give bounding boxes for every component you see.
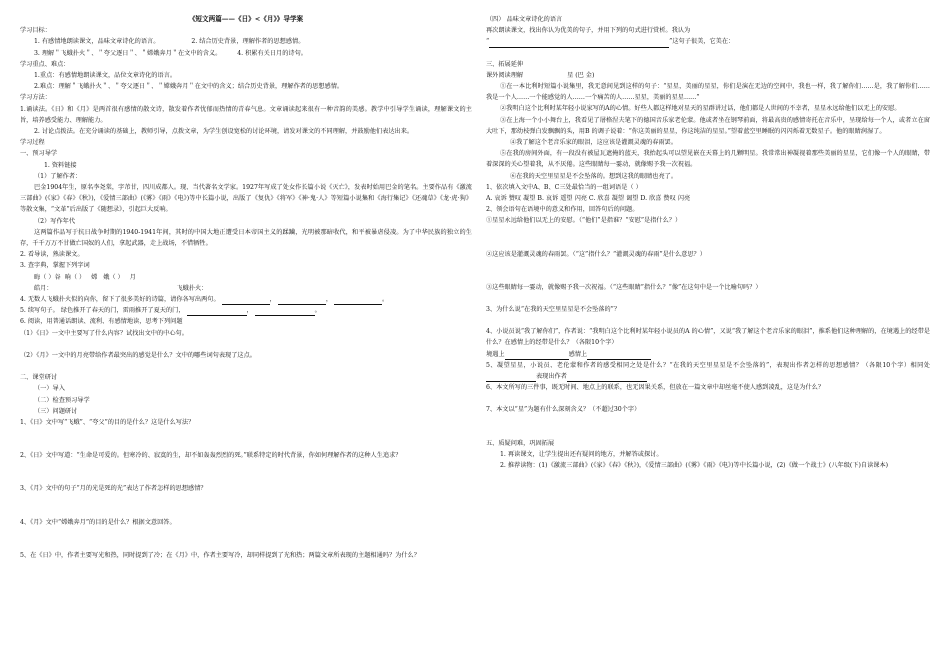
q4-line: 4. 无数人飞蛾扑火似的向你，留下了很多美好的诗篇，请你各写出两句。 ， ， 。 (20, 294, 472, 305)
goal-4: 4. 积累有关日月的诗句。 (237, 49, 307, 57)
author-heading: （1）了解作者： (34, 172, 82, 180)
language-text: 再次朗读课文，找出你认为优美的句子，并用下列的句式进行赏析。我认为 (486, 27, 691, 35)
star-para-1: ①在一本比利时短篇小说集里，我无意间见到这样的句子：“星星，美丽的星星，你们是演在无边的空间中，我也一样，我了解你们……是，我了解你们……我是一个人……一个能感觉的人……一个痛苦的人……星星，美丽的星星……” (486, 83, 930, 102)
goal-2: 2. 结合历史背景，理解作者的思想感情。 (191, 38, 305, 46)
preview-heading: 一、预习导学 (20, 150, 58, 158)
link-heading: 1. 资料链接 (44, 161, 77, 169)
language-blank[interactable] (489, 40, 669, 48)
q4-blank-1[interactable] (222, 297, 270, 305)
study-item-3: （三）问题研讨 (34, 407, 78, 415)
pinyin-yue: 月 (129, 273, 136, 281)
read-heading: 2. 看导读，熟读课文。 (20, 251, 84, 259)
left-column (20, 0, 472, 561)
q5-line: 5. 续写句子。 绿色推开了春天的门，雷雨推开了夏天的门， ， 。 (20, 305, 472, 316)
pinyin-heading: 3. 查字典，掌握下列字词 (20, 262, 90, 270)
goals-row-1 (20, 36, 472, 47)
study-question-3: 3、《月》文中的句子“月的光是死的光”表达了作者怎样的思想感情？ (20, 485, 207, 493)
goal-3: 3. 理解＂飞蛾扑火＂、＂夸父逐日＂、＂嫦娥奔月＂在文中的含义。 (34, 49, 222, 57)
reading-question-2b: ②这应该是灌溉灵魂的春雨罢。（“这”指什么？“灌溉灵魂的春雨”是什么意思？） (486, 250, 706, 258)
study-question-4: 4、《月》文中“嫦娥奔月”的目的是什么？根据文意回答。 (20, 518, 176, 526)
method-item-1: 1.诵读法。《日》和《月》是两首很有感情的散文诗，散发着作者忧郁而热情的青春气息。文章诵读起来很有一种音韵的美感。教学中引导学生诵读，理解课文的主旨，培养感受能力、理解能力。 (20, 105, 472, 124)
star-para-5: ⑤在我的房间外面，有一段没有被屋瓦遮掩的蓝天，我抬起头可以望见嵌在天幕上的几颗明星。我常常出神凝视着那些美丽的星星，它们像一个人的眼睛，带着深深的关心望着我，从不厌倦。这些眼睛每一霎动，就像赐予我一次祝福。 (486, 150, 930, 169)
q4-text: 4. 无数人飞蛾扑火似的向你，留下了很多美好的诗篇，请你各写出两句。 (20, 296, 220, 304)
language-fill-line: “ ”这句子很美，它美在： (486, 36, 930, 47)
study-question-2: 2、《日》文中写道：“生命是可爱的。但寒冷的、寂寞的生，却不如轰轰烈烈的死。”联系特定的时代背景，你如何理解作者的这种人生追求？ (20, 452, 402, 460)
language-heading: （四） 品味文章诗化的语言 (486, 16, 563, 23)
feeling-blank[interactable] (587, 352, 651, 360)
reading-question-2: 2、领会语句在语境中的意义和作用，回答句后的问题。 (486, 206, 639, 214)
reading-question-1: 1、依次填入文中A、B、C三处最恰当的一组词语是（ ） (486, 183, 642, 191)
extension-subtitle: 课外阅读理解 (486, 71, 524, 79)
study-question-1: 1、《日》文中写“飞蛾”、“夸父”的目的是什么？这是什么写法？ (20, 418, 195, 426)
background-text: 这两篇作品写于抗日战争时期的1940-1941年间，其时的中国大地正遭受日本帝国主义的蹂躏，光明被那暗收代，和平被暴虐侵凌。为了中华民族的独立的生存，千千万万不甘做亡国奴的人们，拿起武器，走上战场，不惜牺牲。 (20, 228, 472, 248)
author-text: 巴金1904年生，原名李尧棠，字芾甘，四川成都人。现、当代著名文学家。1927年写成了处女作长篇小说《灭亡》，发表时始用巴金的笔名。主要作品有《激流三部曲》(《家》《春》《秋》)，《爱情三部曲》(《雾》《雨》《电》)等中长篇小说，出版了《复仇》《将军》《神·鬼·人》等短篇小说集和《海行集记》《还魂草》《龙·虎·狗》等散文集，“文革”后出版了《随想录》，引起巨大反响。 (20, 184, 472, 214)
situation-blank[interactable] (505, 352, 569, 360)
term-haoyue: 皓月： (34, 284, 53, 292)
q5-blank-2[interactable] (255, 308, 315, 316)
pinyin-row (20, 272, 472, 283)
document-title: 《短文两篇——《日》<《月》》导学案 (188, 15, 304, 23)
fill-label-situation: 境遇上 (486, 350, 505, 358)
reading-question-1-options: A. 哀诉 赞叹 凝望 B. 哀诉 遥望 闪亮 C. 欣喜 凝望 谒望 D. 欣喜 赞叹 闪亮 (486, 195, 691, 203)
star-para-2: ②我明白这个比利时某年轻小说家写的A的心情。好些人都这样地对星天的星群讲过话，他们都是人世间的不幸者，星星永远给他们以无上的安慰。 (500, 105, 901, 113)
reading-question-4: 4、小说员说“我了解你们”，作者说：“我明白这个比利时某年轻小说员的A 的心情”，又说“我了解这个老音乐家的眼泪”，推系他们这种理解的，在境遇上的经带是什么？在感情上的经带是什么？（各限10个字） (486, 328, 930, 347)
method-item-2: 2. 讨论点拨法。在充分诵读的基础上，教师引导，点拨文章，为学生创设宽松的讨论环境，请发对课文的不同理解，并鼓励他们表达出来。 (34, 128, 414, 136)
reading-question-2a: ①星星永远给他们以无上的安慰。（“他们”是指谁？“安慰”是指什么？） (486, 217, 682, 225)
author-blank[interactable] (567, 374, 647, 382)
review-heading: 五、质疑问难，巩固拓展 (486, 439, 555, 447)
q4-blank-2[interactable] (278, 297, 326, 305)
star-para-6: ⑥在我的天空里星星是不会坠落的。想到这我的眼睛也亮了。 (510, 172, 678, 180)
star-para-3: ③在上海一个小小舞台上，我看见了屠格涅夫笔下的德国音乐家老伦蒙。他或者坐在钢琴前面，将最高贵的感情寄托在音乐中，呈现给每一个人，或者立在窗大吐下，那幼枝弹白发飘飘的头，用B 的调子说着：“你这美丽的星星，你这纯洁的星星。”望着蓝空里睡眠的闪闪烁着无数星子。他的眼睛润湿了。 (486, 116, 930, 135)
review-item-2: 2. 推荐读物：(1)《激流三部曲》(《家》《春》《秋》)，《爱情三部曲》(《雾》《雨》《电》)等中长篇小说，(2)《做一个战士》(八年级(下)自读课本) (500, 462, 889, 470)
q5-blank-1[interactable] (187, 308, 247, 316)
pinyin-chang: 嫦 (91, 273, 98, 281)
reading-question-4-fill (486, 349, 930, 360)
language-tail: ”这句子很美，它美在： (669, 38, 735, 46)
goals-row-2 (20, 48, 472, 59)
reading-question-5 (486, 360, 930, 382)
q5-text: 5. 续写句子。 绿色推开了春天的门，雷雨推开了夏天的门， (20, 307, 185, 315)
key-heading: 学习重点、难点： (20, 60, 70, 68)
study-question-5: 5、在《日》中，作者主要写光和热，同时提到了冷；在《月》中，作者主要写冷，却同样提到了光和热；两篇文章所表现的主题相通吗？为什么？ (20, 551, 420, 559)
background-heading: （2）写作年代 (34, 217, 76, 225)
review-item-1: 1. 再读课文，让学生提出还有疑问的地方，并解答或探讨。 (500, 450, 663, 458)
study-item-1: （一）导入 (34, 385, 65, 393)
key-item-1: 1.重点：有感情地朗读课文，品位文章诗化的语言。 (34, 72, 177, 80)
star-title: 星 (巴 金) (567, 71, 595, 79)
reading-question-7: 7、本文以“星”为题有什么深刻含义？（不超过30个字） (486, 406, 641, 414)
pinyin-shang: 晌（ ） (64, 273, 86, 281)
reading-question-6: 6、本文所写的三件事，既无时间、地点上的联系，也无因果关系，但放在一篇文章中却丝毫不使人感到凌乱，这是为什么？ (486, 384, 825, 392)
q4-blank-3[interactable] (334, 297, 382, 305)
term-feie: 飞蛾扑火： (176, 284, 208, 292)
key-item-2: 2.难点：理解＂飞蛾扑火＂、＂夸父逐日＂、＂嫦娥奔月＂在文中的含义；结合历史背景，理解作者的思想感情。 (34, 83, 344, 91)
method-heading: 学习方法： (20, 94, 51, 102)
reading-question-5-text: 5、凝望星星，小说员、老伦蒙和作者的感受相同之处是什么？“在我的天空里星星是不会坠落的”，表现出作者怎样的思想感情？（各限10个字）相同处 (486, 361, 930, 369)
right-column (486, 0, 930, 471)
reading-question-3: 3、为什么说“在我的天空里星星是不会坠落的”？ (486, 306, 621, 314)
process-heading: 学习过程 (20, 139, 45, 147)
star-para-4: ④我了解这个老音乐家的眼泪，这应该是灌溉灵魂的春雨罢。 (510, 139, 678, 147)
study-item-2: （二）检查预习导学 (34, 396, 90, 404)
q6a-text: （1）《日》一文中主要写了什么内容？试找出文中的中心句。 (20, 329, 188, 337)
pinyin-row-2 (20, 283, 472, 294)
fill-label-feeling: 感情上 (568, 350, 588, 358)
study-heading: 二、课堂研讨 (20, 374, 58, 382)
fill-label-author: 表现出作者 (536, 373, 567, 381)
extension-heading: 三、拓展延伸 (486, 60, 524, 68)
q6-text: 6. 阅读，用普通话朗读、流利、有感情地读，思考下列问题 (20, 318, 183, 326)
pinyin-e: 娥（ ） (103, 273, 124, 281)
reading-question-2c: ③这些眼睛每一霎动，就像赐予我一次祝福。（“这些眼睛”指什么？“像”在这句中是一个比喻句吗？） (486, 283, 762, 291)
goal-1: 1. 有感情地朗读课文，品味文章诗化的语言。 (34, 38, 160, 46)
goals-heading: 学习目标： (20, 27, 51, 35)
extension-sub (486, 70, 930, 81)
q6b-text: （2）《月》一文中的月亮带给作者最突出的感觉是什么？文中的哪些词句表现了这点。 (20, 351, 256, 359)
similarity-blank[interactable] (486, 374, 536, 382)
pinyin-hui: 晦（ ）谷 (34, 273, 61, 281)
